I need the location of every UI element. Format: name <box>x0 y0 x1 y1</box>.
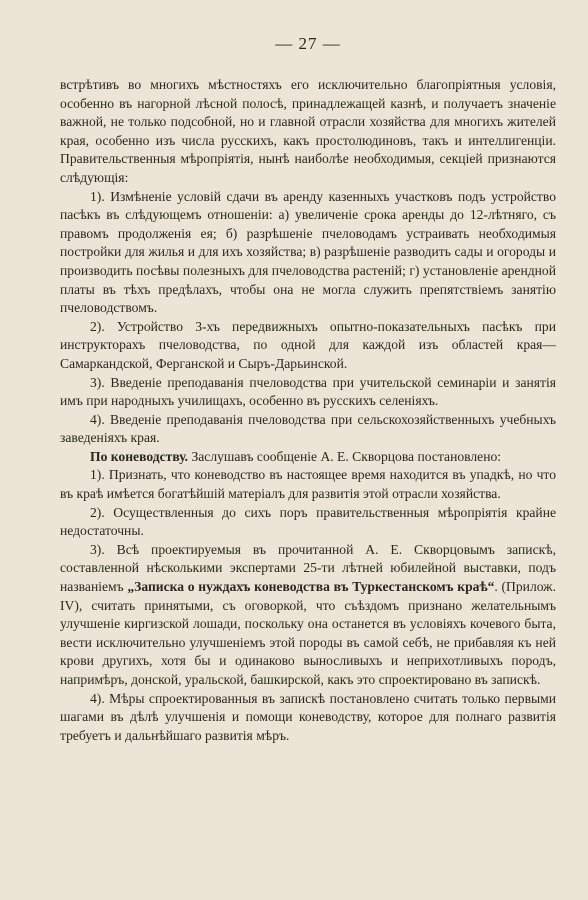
paragraph <box>60 374 556 411</box>
paragraph <box>60 690 556 746</box>
paragraph <box>60 76 556 188</box>
text-segment: 1). Признать, что коневодство въ настоящее время находится въ упадкѣ, но что въ краѣ имѣется богатѣйшій матеріалъ для развитія этой отрасли хозяйства. <box>60 467 556 502</box>
paragraph <box>60 541 556 690</box>
bold-text-segment: По коневодству. <box>90 448 189 464</box>
text-segment: 3). Введеніе преподаванія пчеловодства при учительской семинаріи и занятія имъ при народныхъ училищахъ, особенно въ русскихъ селеніяхъ. <box>60 374 556 409</box>
text-segment: 1). Измѣненіе условій сдачи въ аренду казенныхъ участковъ подъ устройство пасѣкъ въ слѣдующемъ отношеніи: а) увеличеніе срока аренды до 12-лѣтняго, съ правомъ продолженія ея; б) разрѣшеніе пчеловодамъ устраивать необходимыя постройки для жилья и для ихъ хозяйства; в) разрѣшеніе разводить сады и огороды и производить посѣвы полезныхъ для пчеловодства растеній; г) установленіе арендной платы въ тѣхъ предѣлахъ, чтобы она не могла служить препятствіемъ занятію пчеловодствомъ. <box>60 188 556 316</box>
text-segment: 4). Мѣры спроектированныя въ запискѣ постановлено считать только первыми шагами въ дѣлѣ улучшенія и помощи коневодству, которое для полнаго развитія требуетъ и дальнѣйшаго развитія мѣръ. <box>60 690 556 743</box>
bold-text-segment: „Записка о нуждахъ коневодства въ Туркестанскомъ краѣ“ <box>127 579 495 595</box>
text-segment: встрѣтивъ во многихъ мѣстностяхъ его исключительно благопріятныя условія, особенно въ нагорной лѣсной полосѣ, принадлежащей казнѣ, и получаетъ значеніе важной, не только подсобной, но и главной отрасли хозяйства для многихъ жителей края, особенно изъ числа русскихъ, какъ простолюдиновъ, такъ и интеллигенціи. Правительственныя мѣропріятія, нынѣ наиболѣе необходимыя, секціей признаются слѣдующія: <box>60 77 556 185</box>
paragraph <box>60 411 556 448</box>
text-segment: 2). Осуществленныя до сихъ поръ правительственныя мѣропріятія крайне недостаточны. <box>60 504 556 539</box>
text-segment: 3). Всѣ проектируемыя въ прочитанной А. Е. Скворцовымъ запискѣ, составленной нѣсколькими экспертами 25-ти лѣтней юбилейной выставки, подъ названіемъ <box>60 541 556 595</box>
page-number: — 27 — <box>275 34 341 53</box>
paragraph <box>60 504 556 541</box>
paragraph <box>60 318 556 374</box>
paragraph <box>60 448 556 467</box>
paragraph <box>60 466 556 503</box>
text-segment: Заслушавъ сообщеніе А. Е. Скворцова постановлено: <box>188 448 502 464</box>
text-segment: . (Прилож. IV), считать принятыми, съ оговоркой, что съѣздомъ признано желательнымъ улучшеніе киргизской лошади, поскольку она останется въ условіяхъ кочевого быта, вести исключительно улучшеніемъ этой породы въ самой себѣ, не прибавляя къ ней крови другихъ, хотя бы и одинаково выносливыхъ и неприхотливыхъ породъ, напримѣръ, донской, уральской, башкирской, какъ это спроектировано въ запискѣ. <box>60 579 556 687</box>
page-body-text <box>60 76 556 745</box>
paragraph <box>60 188 556 318</box>
text-segment: 4). Введеніе преподаванія пчеловодства при сельскохозяйственныхъ учебныхъ заведеніяхъ края. <box>60 411 556 446</box>
text-segment: 2). Устройство 3-хъ передвижныхъ опытно-показательныхъ пасѣкъ при инструкторахъ пчеловодства, по одной для каждой изъ областей края—Самаркандской, Ферганской и Сыръ-Дарьинской. <box>60 318 556 371</box>
